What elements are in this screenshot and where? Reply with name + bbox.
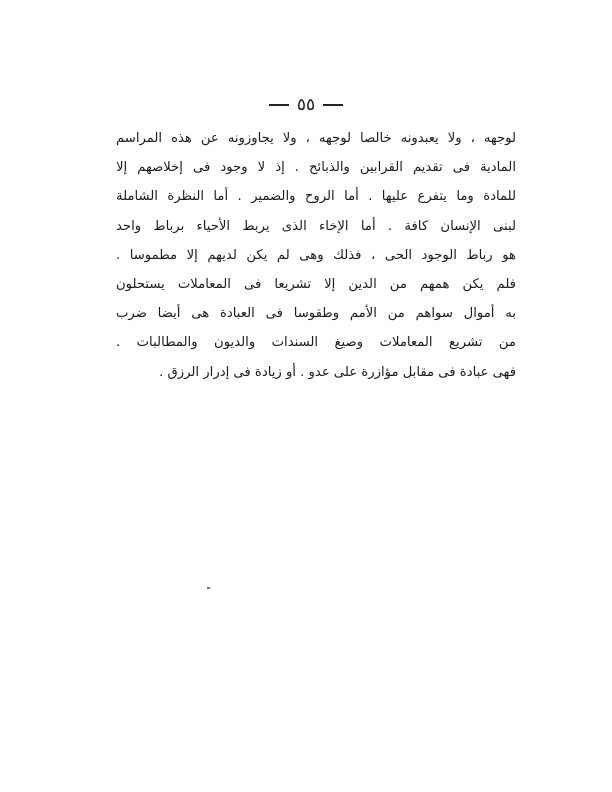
header-dash-right — [323, 104, 343, 106]
page-header — [0, 95, 612, 115]
text-line: المادية فى تقديم القرابين والذبائح . إذ لا وجود فى إخلاصهم إلا — [116, 160, 516, 176]
text-line: من تشريع المعاملات وصيغ السندات والديون والمطالبات . — [116, 335, 516, 351]
text-line: للمادة وما يتفرع عليها . أما الروح والضمير . أما النظرة الشاملة — [116, 189, 516, 205]
text-line-last: فهى عبادة فى مقابل مؤازرة على عدو . أو زيادة فى إدرار الرزق . — [159, 364, 516, 380]
text-line: لوجهه ، ولا يعبدونه خالصا لوجهه ، ولا يجاوزونه عن هذه المراسم — [116, 131, 516, 146]
body-text — [116, 124, 516, 387]
text-line: به أموال سواهم من الأمم وطقوسا فى العبادة هى أيضا ضرب — [116, 306, 516, 322]
header-dash-left — [269, 104, 289, 106]
page-number: ٥٥ — [296, 95, 316, 115]
text-line: لبنى الإنسان كافة . أما الإخاء الذى يربط الأحياء برباط واحد — [116, 218, 516, 234]
text-line: فلم يكن همهم من الدين إلا تشريعا فى المعاملات يستحلون — [116, 276, 516, 292]
print-speck — [207, 587, 210, 589]
text-line: هو رباط الوجود الحى ، فذلك وهى لم يكن لديهم إلا مطموسا . — [116, 247, 516, 263]
